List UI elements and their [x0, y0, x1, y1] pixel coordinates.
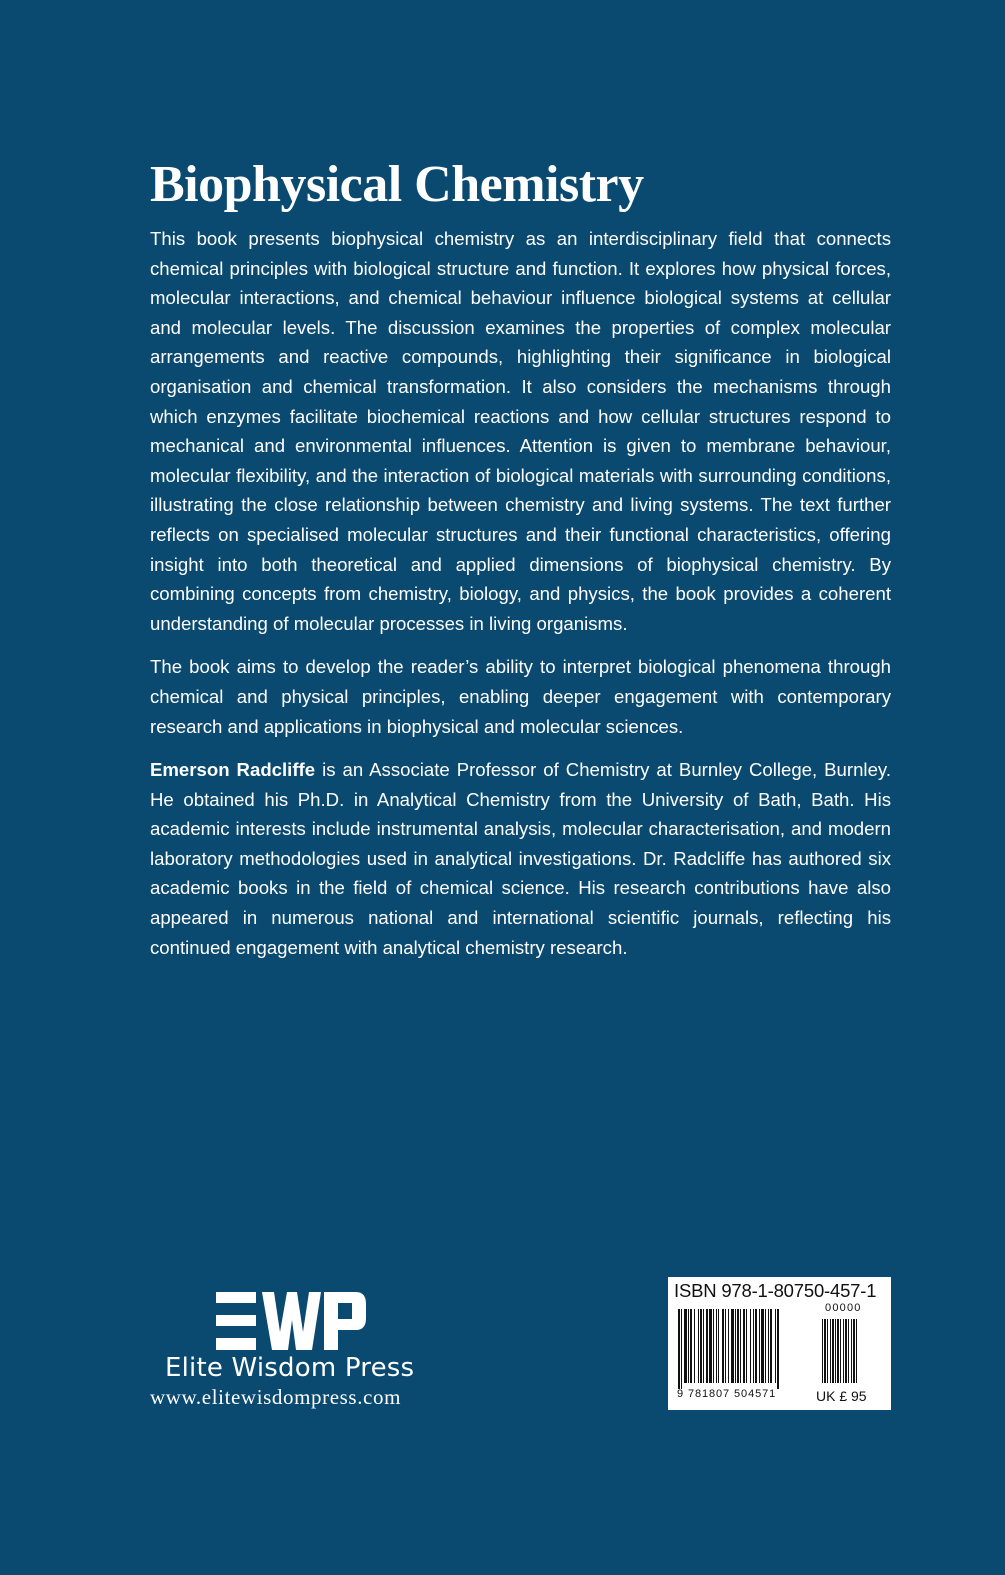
- author-name: Emerson Radcliffe: [150, 759, 316, 781]
- barcode-bar: [770, 1309, 772, 1383]
- barcode-bar: [768, 1309, 769, 1383]
- addon-bar: [840, 1319, 841, 1383]
- description-paragraph-1: This book presents biophysical chemistry as an interdisciplinary field that connects chemical principles with biological structure and function. It explores how physical forces, molecular interactions, and chemical behaviour influence biological systems at cellular and molecular levels. The discussion examines the properties of complex molecular arrangements and reactive compounds, highlighting their significance in biological organisation and chemical transformation. It also considers the mechanisms through which enzymes facilitate biochemical reactions and how cellular structures respond to mechanical and environmental influences. Attention is given to membrane behaviour, molecular flexibility, and the interaction of biological materials with surrounding conditions, illustrating the close relationship between chemistry and living systems. The text further reflects on specialised molecular structures and their functional characteristics, offering insight into both theoretical and applied dimensions of biophysical chemistry. By combining concepts from chemistry, biology, and physics, the book provides a coherent understanding of molecular processes in living organisms.: [150, 228, 891, 634]
- addon-bar: [822, 1319, 823, 1383]
- barcode-bar: [678, 1309, 680, 1389]
- barcode-bar: [698, 1309, 699, 1383]
- barcode-bar: [728, 1309, 729, 1383]
- addon-bar: [853, 1319, 855, 1383]
- barcode-bar: [735, 1309, 736, 1383]
- addon-bar: [845, 1319, 847, 1383]
- addon-bar: [827, 1319, 828, 1383]
- barcode-bar: [761, 1309, 764, 1383]
- barcode-bar: [746, 1309, 747, 1383]
- addon-bar: [843, 1319, 844, 1383]
- publisher-url: www.elitewisdompress.com: [150, 1385, 401, 1409]
- addon-bar: [848, 1319, 849, 1383]
- barcode-bar: [718, 1309, 719, 1383]
- publisher-block: [150, 1292, 440, 1410]
- author-bio: [150, 755, 891, 962]
- back-cover-content: [150, 150, 891, 976]
- isbn-barcode: [668, 1277, 891, 1410]
- barcode-bar: [740, 1309, 741, 1383]
- barcode-bar: [759, 1309, 760, 1383]
- barcode-bar: [750, 1309, 751, 1383]
- barcode-bar: [684, 1309, 687, 1383]
- barcode-bar: [709, 1309, 712, 1383]
- barcode-bar: [731, 1309, 734, 1383]
- barcode-bar: [716, 1309, 717, 1383]
- barcode-bar: [722, 1309, 724, 1383]
- addon-bar: [851, 1319, 852, 1383]
- barcode-digits: 9 781807 504571: [677, 1388, 777, 1400]
- addon-bar: [856, 1319, 857, 1383]
- barcode-bar: [777, 1309, 779, 1389]
- barcode-bar: [706, 1309, 708, 1383]
- barcode-bar: [700, 1309, 702, 1383]
- barcode-bar: [755, 1309, 757, 1383]
- addon-bar: [835, 1319, 836, 1383]
- addon-bar: [830, 1319, 831, 1383]
- addon-bar: [837, 1319, 839, 1383]
- barcode-bar: [713, 1309, 714, 1383]
- price-addon-code: 00000: [825, 1302, 862, 1314]
- barcode-bar: [703, 1309, 704, 1383]
- addon-bar: [832, 1319, 834, 1383]
- barcode-bars: [676, 1307, 886, 1389]
- barcode-bar: [688, 1309, 689, 1383]
- barcode-bar: [694, 1309, 695, 1383]
- book-title: Biophysical Chemistry: [150, 156, 644, 213]
- price-label: UK £ 95: [816, 1388, 867, 1404]
- barcode-bar: [690, 1309, 692, 1383]
- barcode-bar: [681, 1309, 682, 1389]
- barcode-bar: [737, 1309, 739, 1383]
- author-bio-text: is an Associate Professor of Chemistry at Burnley College, Burnley. He obtained his Ph.D. in Analytical Chemistry from the University of Bath, Bath. His academic interests include instrumental analysis, molecular characterisation, and modern laboratory methodologies used in analytical investigations. Dr. Radcliffe has authored six academic books in the field of chemical science. His research contributions have also appeared in numerous national and international scientific journals, reflecting his continued engagement with analytical chemistry research.: [150, 759, 891, 958]
- isbn-number: ISBN 978-1-80750-457-1: [674, 1280, 877, 1301]
- addon-bar: [824, 1319, 826, 1383]
- barcode-bar: [743, 1309, 745, 1383]
- barcode-bar: [725, 1309, 726, 1383]
- barcode-bar: [765, 1309, 766, 1383]
- publisher-name: Elite Wisdom Press: [165, 1353, 415, 1383]
- description-paragraph-2: The book aims to develop the reader’s ability to interpret biological phenomena through chemical and physical principles, enabling deeper engagement with contemporary research and applications in biophysical and molecular sciences.: [150, 656, 891, 737]
- barcode-bar: [753, 1309, 754, 1383]
- publisher-logo: [216, 1292, 366, 1350]
- barcode-bar: [775, 1309, 776, 1383]
